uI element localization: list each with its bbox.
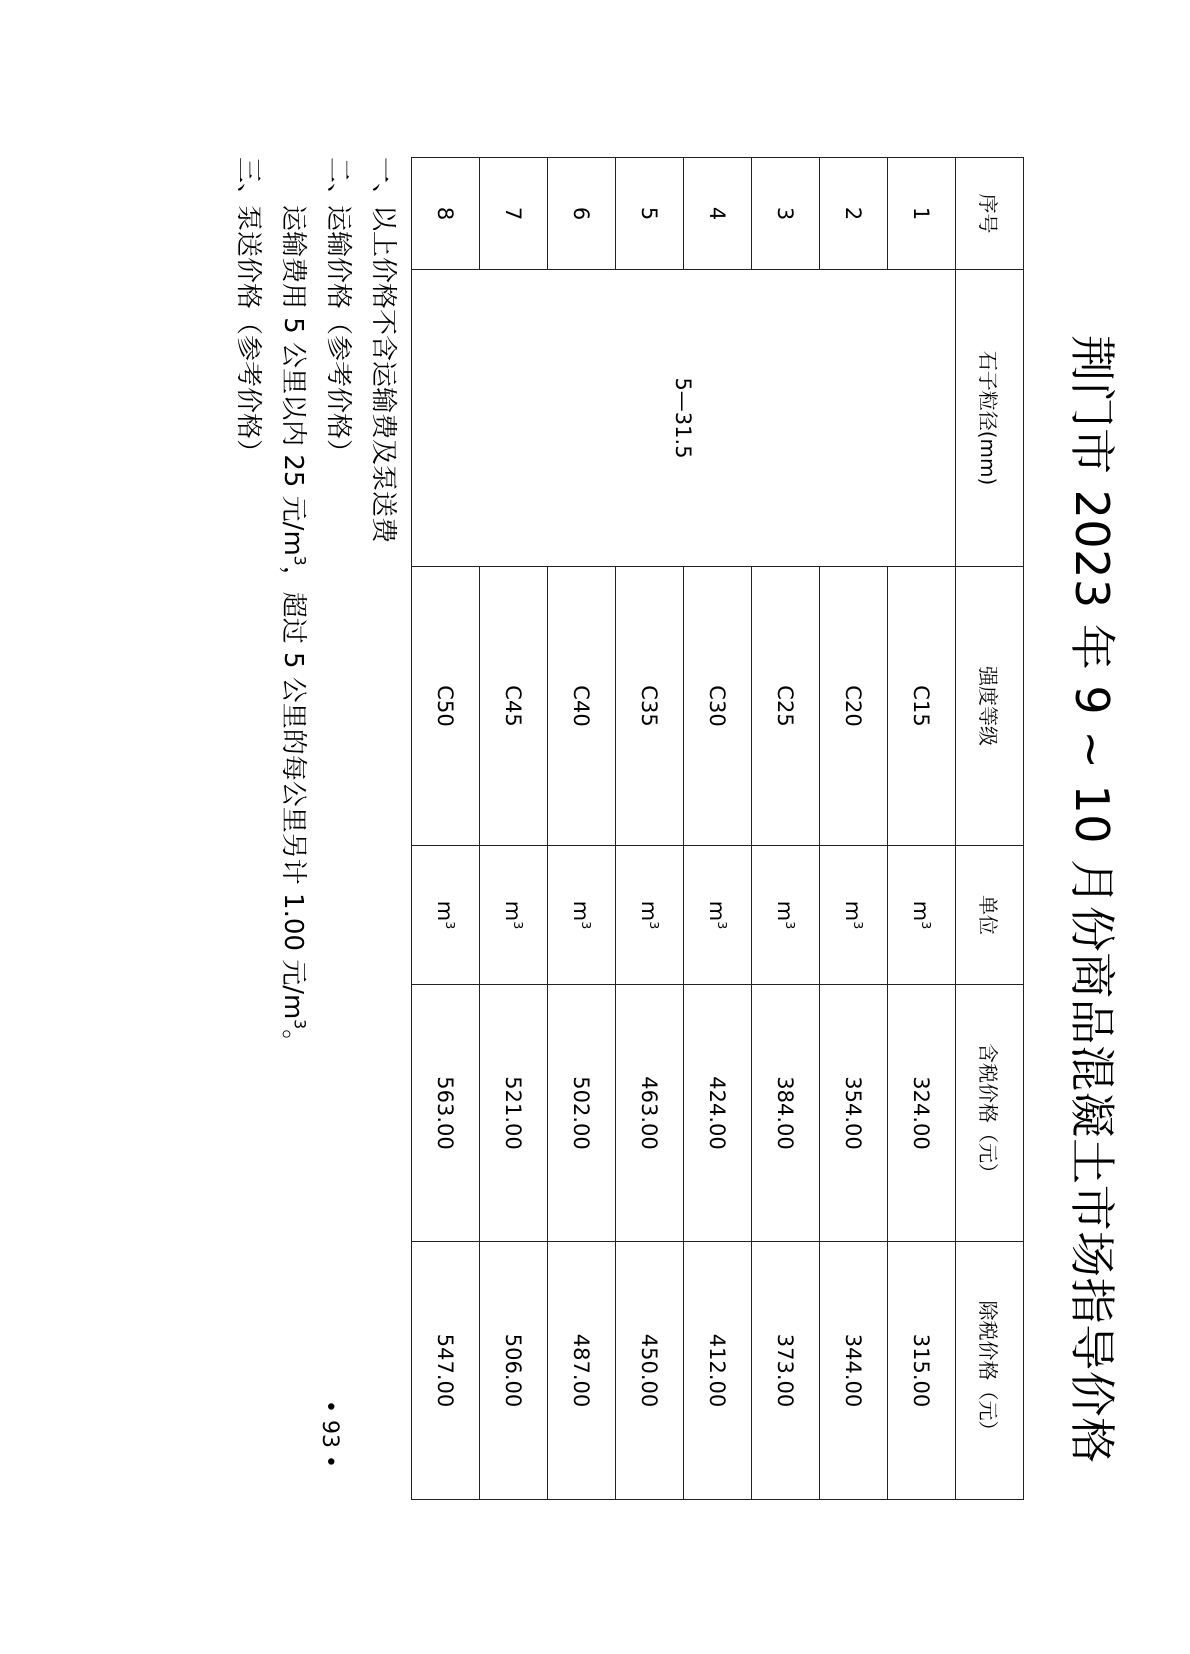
cell-no: 7: [480, 158, 548, 270]
cell-no: 8: [412, 158, 480, 270]
cell-net-price: 487.00: [548, 1242, 616, 1500]
unit-base: m: [501, 900, 526, 922]
transport-fee-exp-2: 3: [290, 1019, 309, 1030]
cell-unit: [616, 846, 684, 985]
cell-tax-price: 463.00: [616, 985, 684, 1242]
cell-tax-price: 563.00: [412, 985, 480, 1242]
cell-tax-price: 384.00: [752, 985, 820, 1242]
cell-unit: [888, 846, 956, 985]
unit-base: m: [569, 900, 594, 922]
cell-grade: C45: [480, 567, 548, 846]
cell-no: 5: [616, 158, 684, 270]
transport-fee-text-2: ，超过 5 公里的每公里另计 1.00 元/m: [278, 565, 308, 1020]
cell-unit: [684, 846, 752, 985]
cell-no: 1: [888, 158, 956, 270]
unit-exponent: 3: [783, 921, 799, 930]
cell-net-price: 315.00: [888, 1242, 956, 1500]
cell-unit: [820, 846, 888, 985]
notes-section: [225, 157, 405, 1055]
unit-base: m: [637, 900, 662, 922]
unit-base: m: [433, 900, 458, 922]
unit-exponent: 3: [851, 921, 867, 930]
unit-exponent: 3: [919, 921, 935, 930]
transport-fee-exp-1: 3: [290, 555, 309, 566]
cell-tax-price: 354.00: [820, 985, 888, 1242]
unit-exponent: 3: [715, 921, 731, 930]
unit-exponent: 3: [443, 921, 459, 930]
table-header-row: [956, 158, 1024, 1500]
note-1-number: 一、: [368, 157, 398, 210]
header-aggregate-size: 石子粒径(mm): [956, 270, 1024, 567]
note-1-text: 以上价格不含运输费及泵送费: [368, 205, 398, 544]
unit-base: m: [773, 900, 798, 922]
cell-grade: C25: [752, 567, 820, 846]
cell-no: 6: [548, 158, 616, 270]
cell-grade: C20: [820, 567, 888, 846]
cell-no: 4: [684, 158, 752, 270]
cell-grade: C40: [548, 567, 616, 846]
transport-fee-text-3: 。: [278, 1029, 308, 1056]
cell-net-price: 373.00: [752, 1242, 820, 1500]
unit-exponent: 3: [579, 921, 595, 930]
cell-unit: [412, 846, 480, 985]
unit-base: m: [909, 900, 934, 922]
note-3-number: 三、: [233, 157, 263, 210]
header-no: 序号: [956, 158, 1024, 270]
cell-grade: C50: [412, 567, 480, 846]
page-number: • 93 •: [317, 1400, 342, 1468]
cell-net-price: 412.00: [684, 1242, 752, 1500]
unit-exponent: 3: [511, 921, 527, 930]
cell-net-price: 506.00: [480, 1242, 548, 1500]
page-title: 荆门市 2023 年 9 ~ 10 月份商品混凝土市场指导价格: [1065, 335, 1119, 1464]
cell-grade: C15: [888, 567, 956, 846]
cell-net-price: 450.00: [616, 1242, 684, 1500]
cell-tax-price: 521.00: [480, 985, 548, 1242]
cell-unit: [548, 846, 616, 985]
note-2-detail: [270, 157, 315, 1055]
transport-fee-text-1: 运输费用 5 公里以内 25 元/m: [278, 205, 308, 556]
table-row: [888, 158, 956, 1500]
header-unit: 单位: [956, 846, 1024, 985]
header-net-price: 除税价格（元）: [956, 1242, 1024, 1500]
cell-unit: [480, 846, 548, 985]
cell-net-price: 344.00: [820, 1242, 888, 1500]
header-tax-price: 含税价格（元）: [956, 985, 1024, 1242]
cell-no: 2: [820, 158, 888, 270]
note-1: [360, 157, 405, 1055]
cell-tax-price: 502.00: [548, 985, 616, 1242]
note-3: [225, 157, 270, 1055]
cell-tax-price: 324.00: [888, 985, 956, 1242]
note-2: [315, 157, 360, 1055]
note-2-number: 二、: [323, 157, 353, 210]
header-grade: 强度等级: [956, 567, 1024, 846]
unit-base: m: [841, 900, 866, 922]
cell-no: 3: [752, 158, 820, 270]
cell-grade: C35: [616, 567, 684, 846]
cell-aggregate-size: 5—31.5: [412, 270, 956, 567]
cell-unit: [752, 846, 820, 985]
cell-net-price: 547.00: [412, 1242, 480, 1500]
note-3-text: 泵送价格（参考价格）: [233, 205, 263, 466]
price-table: [411, 157, 1024, 1500]
note-2-text: 运输价格（参考价格）: [323, 205, 353, 466]
cell-tax-price: 424.00: [684, 985, 752, 1242]
cell-grade: C30: [684, 567, 752, 846]
unit-base: m: [705, 900, 730, 922]
unit-exponent: 3: [647, 921, 663, 930]
